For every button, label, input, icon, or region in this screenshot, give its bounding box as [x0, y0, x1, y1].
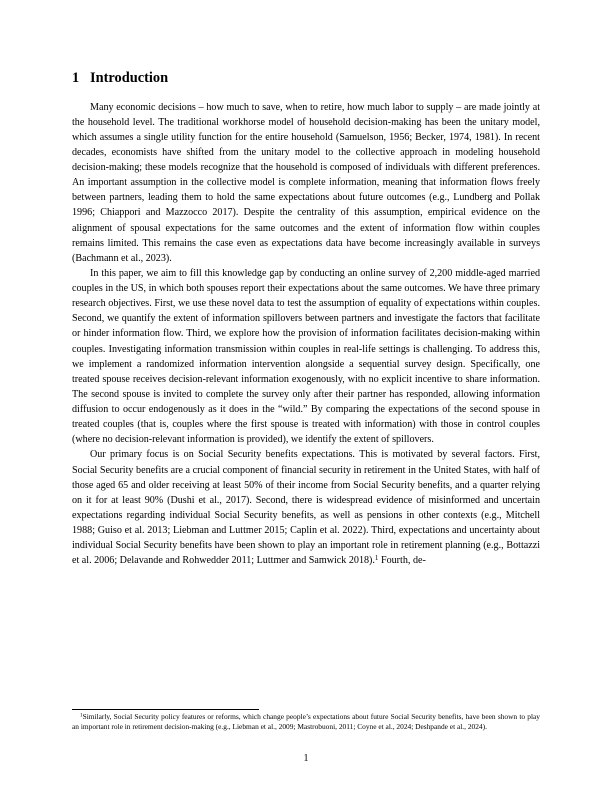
- paragraph-2: In this paper, we aim to fill this knowledge gap by conducting an online survey of 2,200 middle-aged married couples in the US, in which both spouses report their expectations about the same outcomes. We have three primary research objectives. First, we use these novel data to test the assumption of equality of expectations within couples. Second, we quantify the extent of information spillovers between partners and investigate the factors that facilitate or hinder information flow. Third, we explore how the provision of information facilitates decision-making within couples. Investigating information transmission within couples in real-life settings is challenging. To address this, we implement a randomized information intervention alongside a sequential survey design. Specifically, one treated spouse receives decision-relevant information exogenously, with no explicit incentive to share information. The second spouse is invited to complete the survey only after their partner has responded, allowing information diffusion to occur endogenously as it does in the “wild.” By comparing the expectations of the second spouse in treated couples (that is, couples where the first spouse is treated with information) with those in control couples (where no decision-relevant information is provided), we identify the extent of spillovers.: [72, 267, 540, 446]
- page-number: 1: [303, 753, 309, 764]
- footnote-marker: 1: [80, 712, 83, 719]
- paragraph-3: [72, 447, 540, 568]
- paragraph-1: Many economic decisions – how much to save, when to retire, how much labor to supply – are made jointly at the household level. The traditional workhorse model of household decision-making has been the unitary model, which assumes a single utility function for the entire household (Samuelson, 1956; Becker, 1974, 1981). In recent decades, economists have shifted from the unitary model to the collective approach in modeling household decision-making; these models recognize that the household is composed of individuals with different preferences. An important assumption in the collective model is complete information, meaning that information flows freely between partners, leading them to hold the same expectations about future outcomes (e.g., Lundberg and Pollak 1996; Chiappori and Mazzocco 2017). Despite the centrality of this assumption, empirical evidence on the alignment of spousal expectations for the same outcomes and the extent of information flow within couples remains limited. This remains the case even as expectations data have become increasingly available in surveys (Bachmann et al., 2023).: [72, 101, 540, 264]
- paragraph-3-tail: Fourth, de-: [378, 555, 426, 567]
- footnotes: [72, 712, 540, 732]
- footnote-reference: 1: [374, 554, 379, 563]
- section-title: Introduction: [90, 70, 169, 86]
- footnote-divider: [72, 709, 259, 710]
- footnote-text: Similarly, Social Security policy features or reforms, which change people’s expectations about future Social Security benefits, have been shown to play an important role in retirement decision-making (e.g., Liebman et al., 2009; Mastrobuoni, 2011; Coyne et al., 2024; Deshpande et al., 2024).: [72, 712, 540, 731]
- section-number: 1: [72, 70, 80, 86]
- paragraph-3-text: Our primary focus is on Social Security benefits expectations. This is motivated by several factors. First, Social Security benefits are a crucial component of financial security in retirement in the United States, with half of those aged 65 and older receiving at least 50% of their income from Social Security benefits, and a quarter relying on it for at least 90% (Dushi et al., 2017). Second, there is widespread evidence of misinformed and uncertain expectations regarding individual Social Security benefits, as well as pensions in other contexts (e.g., Mitchell 1988; Guiso et al. 2013; Liebman and Luttmer 2015; Caplin et al. 2022). Third, expectations and uncertainty about individual Social Security benefits have been shown to play an important role in retirement planning (e.g., Bottazzi et al. 2006; Delavande and Rohwedder 2011; Luttmer and Samwick 2018).: [72, 449, 540, 567]
- body-text: [72, 100, 540, 569]
- section-heading: [72, 69, 168, 87]
- footnote-1: [72, 712, 540, 732]
